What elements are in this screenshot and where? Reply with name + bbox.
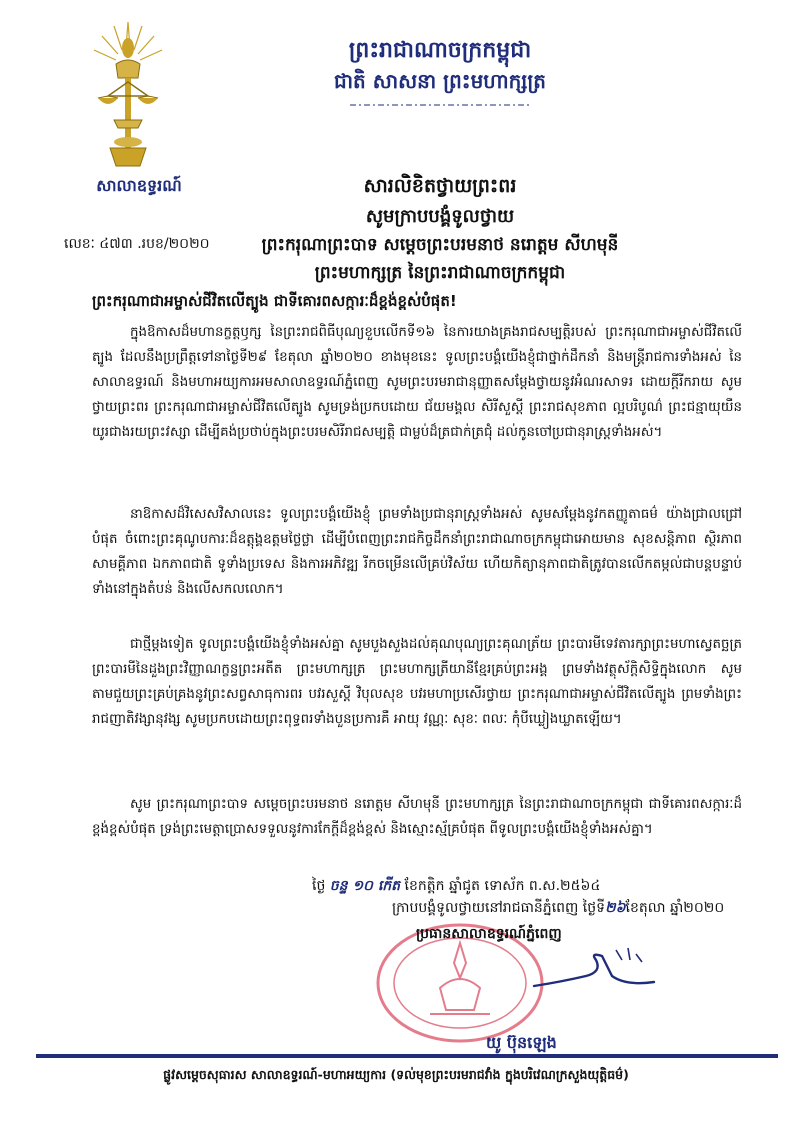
handwritten-day: ២៦ — [605, 900, 626, 916]
document-number: លេខៈ ៤៧៣ .របខ/២០២០ — [64, 236, 210, 252]
place-date-line — [392, 898, 724, 919]
handwritten-date: ចន្ទ ១០ កើត — [329, 878, 401, 894]
date-prefix: ថ្ងៃ — [312, 878, 326, 894]
lunar-date-line — [312, 876, 600, 897]
body-paragraph-4 — [92, 792, 742, 842]
body-paragraph-2 — [92, 502, 742, 602]
place-prefix: ក្រាបបង្គំទូលថ្វាយនៅរាជធានីភ្នំពេញ ថ្ងៃទី — [392, 900, 606, 916]
paragraph-text: ជាថ្មីម្តងទៀត ទូលព្រះបង្គំយើងខ្ញុំទាំងអស់គ្នា សូមបួងសួងដល់គុណបុណ្យព្រះគុណត្រ័យ ព្រះបារមីទេវតារក្សាព្រះមហាស្វេតច្ឆត្រ ព្រះបារមីនៃដួងព្រះវិញ្ញាណក្ខន្ធព្រះអតីត ព្រះមហាក្សត្រ ព្រះមហាក្សត្រីយានីខ្មែរគ្រប់ព្រះអង្គ ព្រមទាំងវត្ថុស័ក្តិសិទ្ធិក្នុងលោក សូមតាមជួយព្រះគ្រប់គ្រងនូវព្រះសព្វសាធុការពរ បវរសួស្តី វិបុលសុខ បវរមហាប្រសើរថ្វាយ ព្រះករុណាជាអម្ចាស់ជីវិតលើត្បូង ព្រមទាំងព្រះរាជញាតិវង្សានុវង្ស សូមប្រកបដោយព្រះពុទ្ធពរទាំងបួនប្រការគឺ អាយុ វណ្ណៈ សុខៈ ពលៈ កុំបីឃ្លៀងឃ្លាតឡើយ។ — [92, 637, 742, 727]
body-paragraph-1 — [92, 320, 742, 445]
signer-title: ប្រធានសាលាឧទ្ធរណ៍ភ្នំពេញ — [416, 926, 562, 942]
letter-title: សារលិខិតថ្វាយព្រះពរ — [363, 175, 517, 197]
footer-divider — [36, 1054, 778, 1058]
royal-emblem-icon — [88, 18, 168, 174]
kingdom-header: ព្រះរាជាណាចក្រកម្ពុជា — [348, 37, 532, 63]
paragraph-text: ក្នុងឱកាសដ៏មហានក្ខត្តឫក្ស នៃព្រះរាជពិធីបុណ្យខួបលើកទី១៦ នៃការយាងគ្រងរាជសម្បត្តិរបស់ ព្រះករុណាជាអម្ចាស់ជីវិតលើត្បូង ដែលនឹងប្រព្រឹត្តទៅនាថ្ងៃទី២៩ ខែតុលា ឆ្នាំ២០២០ ខាងមុខនេះ ទូលព្រះបង្គំយើងខ្ញុំជាថ្នាក់ដឹកនាំ និងមន្រ្តីរាជការទាំងអស់ នៃសាលាឧទ្ធរណ៍ និងមហាអយ្យការអមសាលាឧទ្ធរណ៍ភ្នំពេញ សូមព្រះបរមរាជានុញ្ញាតសម្តែងថ្វាយនូវអំណរសាទរ ដោយក្តីរីករាយ សូមថ្វាយព្រះពរ ព្រះករុណាជាអម្ចាស់ជីវិតលើត្បូង សូមទ្រង់ប្រកបដោយ ជ័យមង្គល សិរីសួស្តី ព្រះរាជសុខភាព ល្អបរិបូណ៌ ព្រះជន្មាយុយឺនយូរជាងរយព្រះវស្សា ដើម្បីគង់ប្រថាប់ក្នុងព្រះបរមសិរីរាជសម្បត្តិ ជាម្លប់ដ៏ត្រជាក់ត្រជុំ ដល់កូនចៅប្រជានុរាស្រ្តទាំងអស់។ — [92, 325, 742, 440]
footer-address: ផ្លូវសម្តេចសុធារស សាលាឧទ្ធរណ៍-មហាអយ្យការ (ទល់មុខព្រះបរមរាជវាំង ក្នុងបរិវេណក្រសួងយុត្តិធម៌) — [163, 1067, 629, 1082]
signature-icon — [530, 946, 660, 996]
sender-ministry: សាលាឧទ្ធរណ៍ — [96, 176, 182, 195]
lunar-date: ខែកត្តិក ឆ្នាំជូត ទោស័ក ព.ស.២៥៦៤ — [404, 878, 601, 894]
recipient-title: ព្រះមហាក្សត្រ នៃព្រះរាជាណាចក្រកម្ពុជា — [314, 263, 566, 283]
paragraph-text: សូម ព្រះករុណាព្រះបាទ សម្តេចព្រះបរមនាថ នរោត្តម សីហមុនី ព្រះមហាក្សត្រ នៃព្រះរាជាណាចក្រកម្ពុជា ជាទីគោរពសក្ការៈដ៏ខ្ពង់ខ្ពស់បំផុត ទ្រង់ព្រះមេត្តាប្រោសទទួលនូវការកែក្តីដ៏ខ្ពង់ខ្ពស់ និងស្មោះស្ម័គ្របំផុត ពីទូលព្រះបង្គំយើងខ្ញុំទាំងអស់គ្នា។ — [92, 797, 742, 837]
salutation: ព្រះករុណាជាអម្ចាស់ជីវិតលើត្បូង ជាទីគោរពសក្ការៈដ៏ខ្ពង់ខ្ពស់បំផុត! — [92, 292, 457, 310]
signer-name: យូ ប៊ុនឡេង — [486, 1033, 557, 1052]
paragraph-text: នាឱកាសដ៏វិសេសវិសាលនេះ ទូលព្រះបង្គំយើងខ្ញុំ ព្រមទាំងប្រជានុរាស្រ្តទាំងអស់ សូមសម្តែងនូវកតញ្ញូតាធម៌ យ៉ាងជ្រាលជ្រៅបំផុត ចំពោះព្រះគុណូបការៈដ៏ឧត្តុង្គឧត្តមថ្លៃថ្លា ដើម្បីបំពេញព្រះរាជកិច្ចដឹកនាំព្រះរាជាណាចក្រកម្ពុជាអោយមាន សុខសន្តិភាព ស្ថិរភាព សាមគ្គីភាព ឯកភាពជាតិ ទូទាំងប្រទេស និងការអភិវឌ្ឍ រីកចម្រើនលើគ្រប់វិស័យ ហើយកិត្យានុភាពជាតិត្រូវបានលើកតម្កល់ជាបន្តបន្ទាប់ទាំងនៅក្នុងតំបន់ និងលើសកលលោក។ — [92, 507, 742, 597]
body-paragraph-3 — [92, 632, 742, 732]
national-motto: ជាតិ សាសនា ព្រះមហាក្សត្រ — [334, 69, 546, 93]
letter-subtitle: សូមក្រាបបង្គំទូលថ្វាយ — [365, 206, 515, 227]
place-suffix: ខែតុលា ឆ្នាំ២០២០ — [625, 900, 725, 916]
header-ornament-divider — [350, 103, 530, 107]
recipient-name: ព្រះករុណាព្រះបាទ សម្តេចព្រះបរមនាថ នរោត្តម សីហមុនី — [261, 235, 619, 255]
